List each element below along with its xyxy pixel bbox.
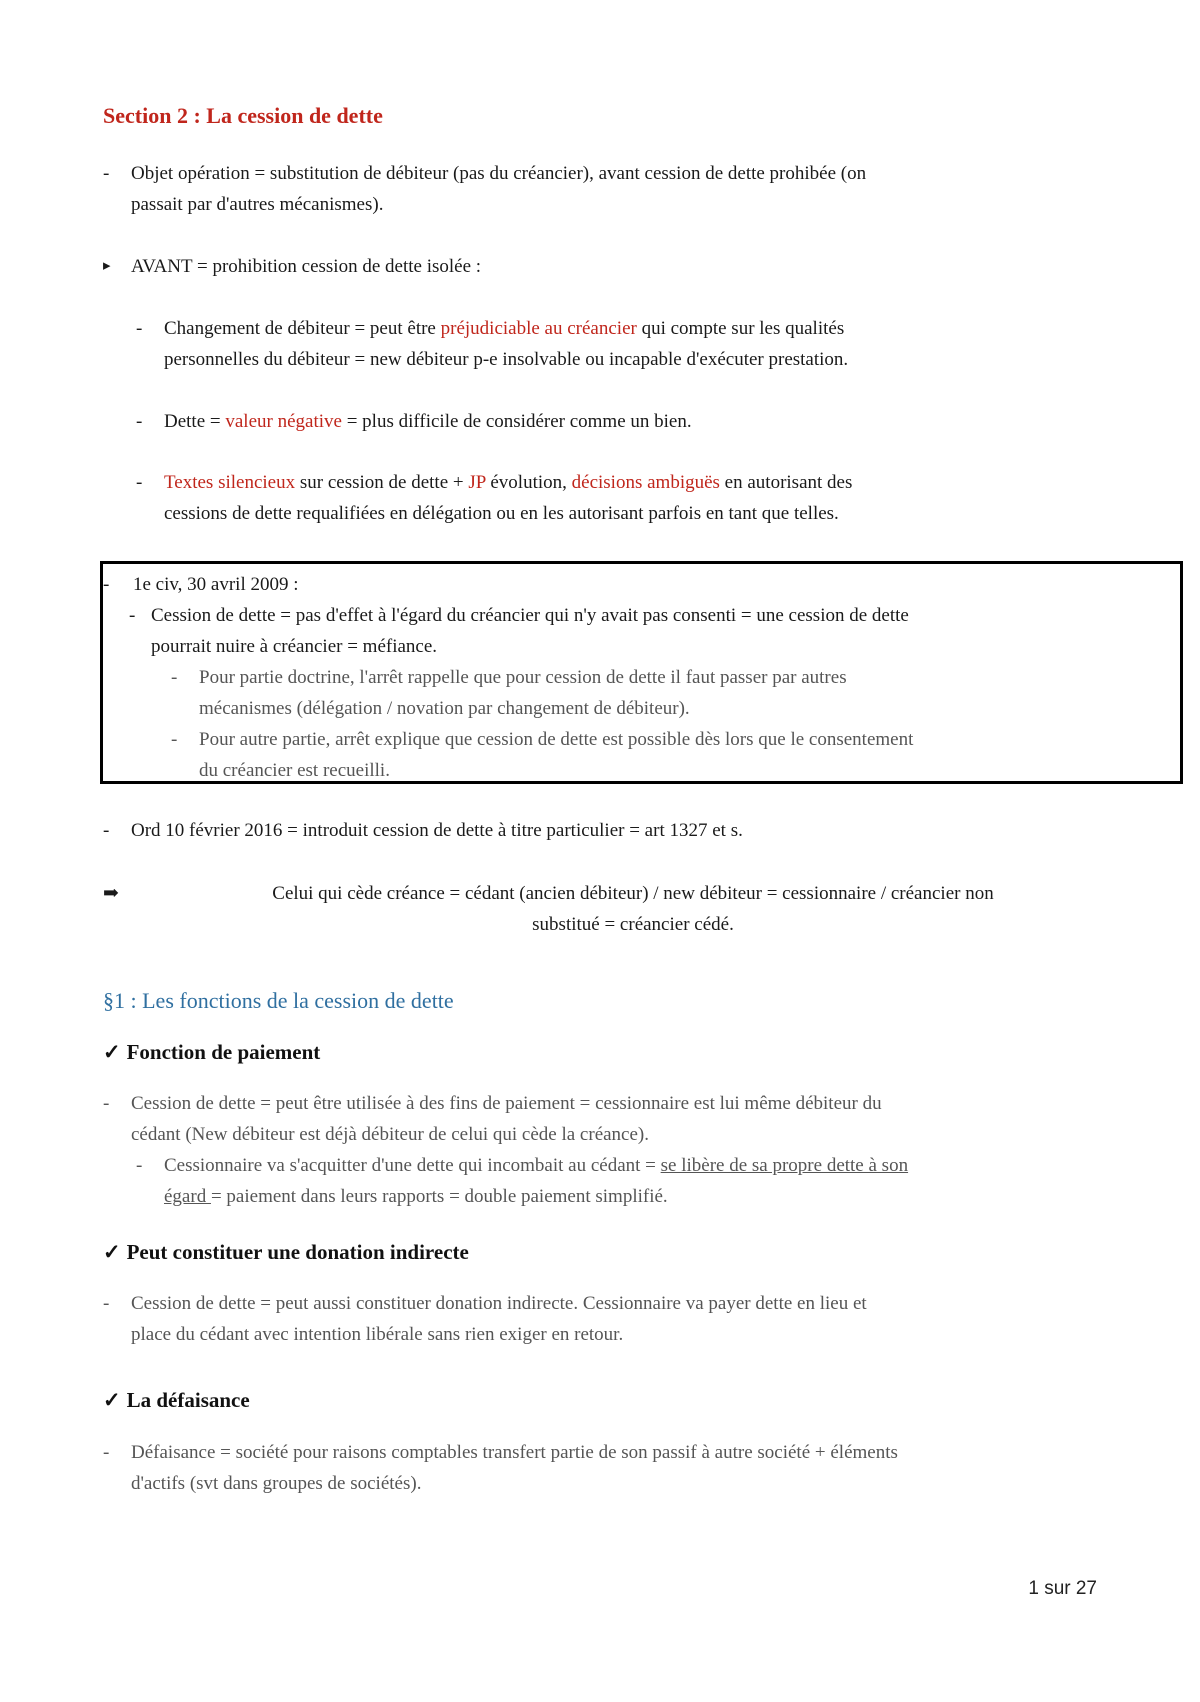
donation-line-2: place du cédant avec intention libérale sans rien exiger en retour. [131, 1324, 624, 1345]
highlight-red: décisions ambiguës [571, 472, 720, 493]
paiement-sub-line-2 [164, 1181, 1101, 1212]
avant-item-3-line-1 [164, 467, 1101, 498]
dash-marker: - [136, 411, 143, 432]
box-title: 1e civ, 30 avril 2009 : [133, 574, 299, 595]
text-run: = paiement dans leurs rapports = double paiement simplifié. [210, 1186, 668, 1207]
dash-marker: - [103, 1293, 110, 1314]
box-sub-bullet [129, 600, 1155, 662]
triangle-bullet-icon: ▸ [103, 258, 111, 274]
avant-item-textes [136, 467, 1101, 529]
box-title-bullet [103, 569, 1153, 600]
donation-line-1: Cession de dette = peut aussi constituer donation indirecte. Cessionnaire va payer dette en lieu et [131, 1293, 867, 1314]
avant-item-prejudice [136, 313, 1101, 375]
underlined-text: se libère de sa propre dette à son [660, 1155, 909, 1176]
case-law-box [100, 561, 1183, 784]
paiement-bullet [103, 1088, 1101, 1150]
box-sub-line-1: Cession de dette = pas d'effet à l'égard du créancier qui n'y avait pas consenti = une cession de dette [151, 605, 909, 626]
highlight-red: valeur négative [225, 411, 342, 432]
underlined-text: égard [164, 1186, 211, 1207]
dash-marker: - [129, 605, 136, 626]
ordonnance-bullet [103, 815, 1101, 846]
heading-text: Fonction de paiement [126, 1040, 321, 1064]
text-run: en autorisant des [719, 472, 853, 493]
dash-marker: - [136, 318, 143, 339]
highlight-red: Textes silencieux [164, 472, 296, 493]
right-arrow-icon: ➡ [103, 883, 119, 904]
donation-bullet [103, 1288, 1101, 1350]
dash-marker: - [103, 820, 110, 841]
intro-line-1: Objet opération = substitution de débiteur (pas du créancier), avant cession de dette prohibée (on [131, 163, 867, 184]
ordonnance-text: Ord 10 février 2016 = introduit cession de dette à titre particulier = art 1327 et s. [131, 820, 743, 841]
checkmark-icon: ✓ [103, 1040, 121, 1064]
avant-item-1-line-2: personnelles du débiteur = new débiteur p-e insolvable ou incapable d'exécuter prestation. [164, 349, 849, 370]
avant-item-1-line-1 [164, 313, 1101, 344]
dash-marker: - [136, 472, 143, 493]
paiement-sub-line-1 [164, 1150, 1101, 1181]
checkmark-icon: ✓ [103, 1388, 121, 1412]
paiement-line-2: cédant (New débiteur est déjà débiteur de celui qui cède la créance). [131, 1124, 650, 1145]
box-point-2-line-2: du créancier est recueilli. [199, 760, 390, 781]
defaisance-bullet [103, 1437, 1101, 1499]
paiement-line-1: Cession de dette = peut être utilisée à des fins de paiement = cessionnaire est lui même débiteur du [131, 1093, 882, 1114]
subsection-title: §1 : Les fonctions de la cession de dette [103, 988, 454, 1013]
heading-donation-indirecte [103, 1237, 469, 1268]
dash-marker: - [136, 1155, 143, 1176]
intro-line-2: passait par d'autres mécanismes). [131, 194, 384, 215]
text-run: évolution, [485, 472, 572, 493]
avant-item-2-line-1 [164, 406, 1101, 437]
heading-defaisance [103, 1385, 250, 1416]
heading-text: Peut constituer une donation indirecte [126, 1240, 469, 1264]
box-point-doctrine [171, 662, 1155, 724]
box-point-1-line-2: mécanismes (délégation / novation par changement de débiteur). [199, 698, 690, 719]
heading-text: La défaisance [126, 1388, 250, 1412]
text-run: qui compte sur les qualités [636, 318, 845, 339]
avant-item-valeur [136, 406, 1101, 437]
avant-text: AVANT = prohibition cession de dette isolée : [131, 256, 482, 277]
dash-marker: - [171, 667, 178, 688]
box-point-2-line-1: Pour autre partie, arrêt explique que cession de dette est possible dès lors que le consentement [199, 729, 914, 750]
heading-fonction-paiement [103, 1037, 320, 1068]
defaisance-line-2: d'actifs (svt dans groupes de sociétés). [131, 1473, 422, 1494]
defaisance-line-1: Défaisance = société pour raisons comptables transfert partie de son passif à autre société + éléments [131, 1442, 898, 1463]
highlight-red: préjudiciable au créancier [440, 318, 637, 339]
section-title: Section 2 : La cession de dette [103, 103, 383, 128]
intro-bullet [103, 158, 1101, 220]
arrow-line-2: substitué = créancier cédé. [532, 914, 734, 935]
avant-item-3-line-2: cessions de dette requalifiées en délégation ou en les autorisant parfois en tant que telles. [164, 503, 839, 524]
dash-marker: - [103, 163, 110, 184]
text-run: Cessionnaire va s'acquitter d'une dette qui incombait au cédant = [164, 1155, 661, 1176]
text-run: sur cession de dette + [295, 472, 469, 493]
text-run: = plus difficile de considérer comme un bien. [341, 411, 692, 432]
box-sub-line-2: pourrait nuire à créancier = méfiance. [151, 636, 438, 657]
page-number: 1 sur 27 [1028, 1578, 1097, 1599]
paiement-sub-bullet [136, 1150, 1101, 1212]
box-point-consentement [171, 724, 1155, 786]
box-point-1-line-1: Pour partie doctrine, l'arrêt rappelle que pour cession de dette il faut passer par autres [199, 667, 847, 688]
dash-marker: - [103, 1442, 110, 1463]
arrow-line-1: Celui qui cède créance = cédant (ancien débiteur) / new débiteur = cessionnaire / créancier non [272, 883, 994, 904]
highlight-red: JP [468, 472, 486, 493]
avant-bullet [103, 251, 1101, 282]
dash-marker: - [171, 729, 178, 750]
text-run: Dette = [164, 411, 226, 432]
dash-marker: - [103, 574, 110, 595]
checkmark-icon: ✓ [103, 1240, 121, 1264]
text-run: Changement de débiteur = peut être [164, 318, 441, 339]
dash-marker: - [103, 1093, 110, 1114]
